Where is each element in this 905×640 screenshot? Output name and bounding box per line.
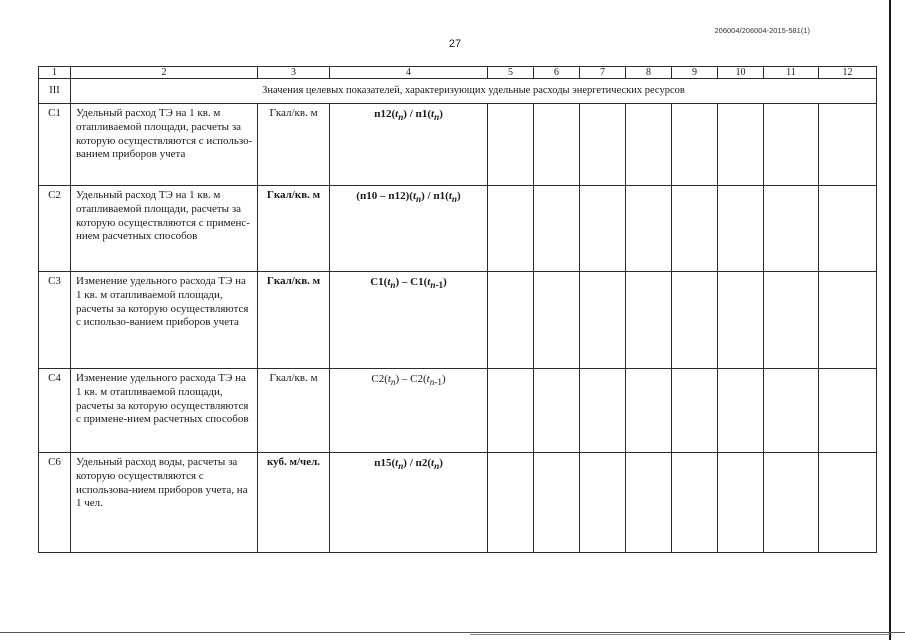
row-description: Изменение удельного расхода ТЭ на 1 кв. м отапливаемой площади, расчеты за которую осуществляются с использо-ванием приборов учета: [71, 272, 258, 369]
row-unit: куб. м/чел.: [258, 453, 330, 553]
row-description: Удельный расход воды, расчеты за которую осуществляются с использова-нием приборов учета, на 1 чел.: [71, 453, 258, 553]
value-cell: [534, 272, 580, 369]
column-number: 12: [819, 67, 877, 79]
value-cell: [580, 272, 626, 369]
column-number: 2: [71, 67, 258, 79]
column-number: 8: [626, 67, 672, 79]
section-title: Значения целевых показателей, характеризующих удельные расходы энергетических ресурсов: [71, 79, 877, 104]
value-cell: [718, 453, 764, 553]
column-number: 6: [534, 67, 580, 79]
row-code: С3: [39, 272, 71, 369]
value-cell: [718, 186, 764, 272]
value-cell: [764, 104, 819, 186]
value-cell: [534, 186, 580, 272]
value-cell: [718, 272, 764, 369]
value-cell: [718, 369, 764, 453]
scan-edge-line: [889, 0, 891, 640]
table-row: [39, 104, 877, 186]
row-code: С6: [39, 453, 71, 553]
value-cell: [672, 272, 718, 369]
value-cell: [672, 186, 718, 272]
row-description: Изменение удельного расхода ТЭ на 1 кв. м отапливаемой площади, расчеты за которую осуществляются с примене-нием расчетных способов: [71, 369, 258, 453]
row-formula: $п15(t_n) / п2(t_n)$: [330, 453, 488, 553]
column-number: 4: [330, 67, 488, 79]
value-cell: [764, 272, 819, 369]
value-cell: [534, 453, 580, 553]
row-formula: $п12(t_n) / п1(t_n)$: [330, 104, 488, 186]
column-number-row: [39, 67, 877, 79]
row-unit: Гкал/кв. м: [258, 369, 330, 453]
table-row: [39, 186, 877, 272]
row-code: С1: [39, 104, 71, 186]
row-unit: Гкал/кв. м: [258, 272, 330, 369]
section-row: [39, 79, 877, 104]
value-cell: [488, 186, 534, 272]
value-cell: [488, 104, 534, 186]
value-cell: [580, 104, 626, 186]
table-row: [39, 272, 877, 369]
row-unit: Гкал/кв. м: [258, 104, 330, 186]
value-cell: [764, 369, 819, 453]
column-number: 10: [718, 67, 764, 79]
value-cell: [819, 369, 877, 453]
page-number: 27: [448, 38, 462, 50]
value-cell: [626, 186, 672, 272]
value-cell: [672, 369, 718, 453]
value-cell: [672, 453, 718, 553]
section-code: III: [39, 79, 71, 104]
value-cell: [488, 453, 534, 553]
row-description: Удельный расход ТЭ на 1 кв. м отапливаемой площади, расчеты за которую осуществляются с применс-нием расчетных способов: [71, 186, 258, 272]
table-row: [39, 369, 877, 453]
row-formula: $С2(t_n) - С2(t_{n-1})$: [330, 369, 488, 453]
value-cell: [718, 104, 764, 186]
scan-bottom-line: [0, 632, 905, 633]
row-description: Удельный расход ТЭ на 1 кв. м отапливаемой площади, расчеты за которую осуществляются с использо-ванием приборов учета: [71, 104, 258, 186]
value-cell: [580, 369, 626, 453]
value-cell: [819, 453, 877, 553]
value-cell: [488, 369, 534, 453]
row-formula: $С1(t_n) - С1(t_{n-1})$: [330, 272, 488, 369]
value-cell: [626, 104, 672, 186]
column-number: 5: [488, 67, 534, 79]
column-number: 9: [672, 67, 718, 79]
value-cell: [819, 104, 877, 186]
value-cell: [672, 104, 718, 186]
row-formula: $(п10 - п12)(t_n) / п1(t_n)$: [330, 186, 488, 272]
value-cell: [764, 186, 819, 272]
row-code: С2: [39, 186, 71, 272]
value-cell: [580, 186, 626, 272]
value-cell: [764, 453, 819, 553]
scan-bottom-line: [470, 634, 890, 635]
value-cell: [819, 272, 877, 369]
value-cell: [580, 453, 626, 553]
value-cell: [488, 272, 534, 369]
value-cell: [534, 104, 580, 186]
value-cell: [534, 369, 580, 453]
document-id: 206004/206004-2015-581(1): [714, 26, 810, 35]
column-number: 3: [258, 67, 330, 79]
table-row: [39, 453, 877, 553]
indicators-table: [38, 66, 877, 553]
value-cell: [819, 186, 877, 272]
row-unit: Гкал/кв. м: [258, 186, 330, 272]
row-code: С4: [39, 369, 71, 453]
value-cell: [626, 272, 672, 369]
column-number: 1: [39, 67, 71, 79]
column-number: 11: [764, 67, 819, 79]
value-cell: [626, 453, 672, 553]
value-cell: [626, 369, 672, 453]
column-number: 7: [580, 67, 626, 79]
